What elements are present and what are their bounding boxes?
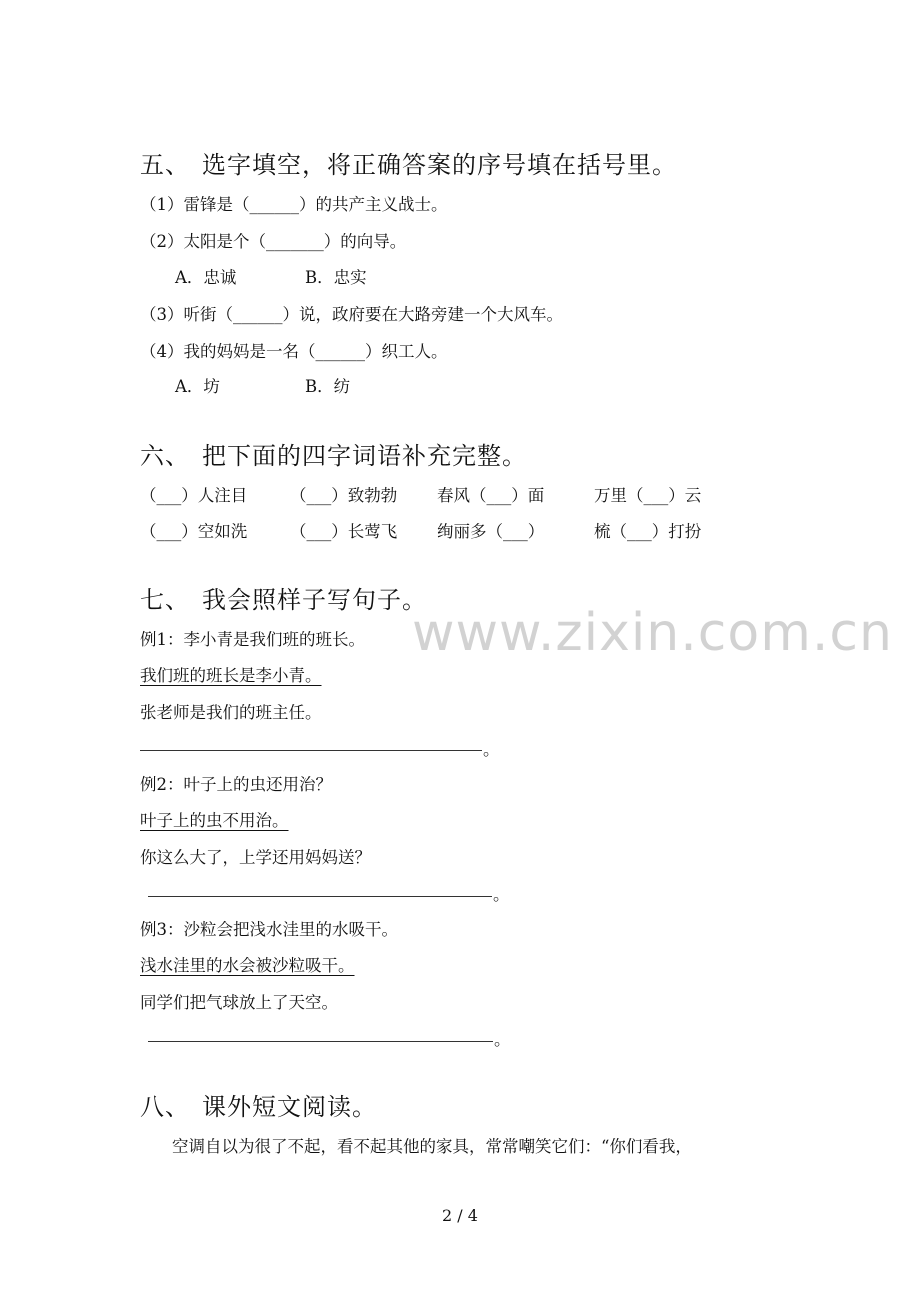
question-5-3: （3）听街（______）说，政府要在大路旁建一个大风车。 [140, 305, 563, 324]
option-a-1: A．忠诚 [175, 268, 237, 287]
section-8-title [140, 1087, 377, 1122]
example-3-answer: 浅水洼里的水会被沙粒吸干。 [140, 956, 355, 975]
section-8-title-text: 课外短文阅读。 [202, 1093, 377, 1121]
answer-line-2[interactable] [148, 896, 492, 897]
reading-paragraph: 空调自以为很了不起，看不起其他的家具，常常嘲笑它们：“你们看我， [172, 1137, 692, 1156]
section-5-number: 五、 [140, 151, 190, 179]
exercise-1: 张老师是我们的班主任。 [140, 703, 322, 722]
watermark: www.zixin.com.cn [412, 603, 893, 663]
idiom-1-3: 春风（___）面 [437, 486, 545, 505]
option-a-2: A．坊 [175, 377, 220, 396]
idiom-2-1: （___）空如洗 [140, 522, 248, 541]
page-number: 2 / 4 [442, 1206, 478, 1225]
idiom-2-3: 绚丽多（___） [437, 522, 545, 541]
example-2: 例2：叶子上的虫还用治？ [140, 775, 332, 794]
section-6-title-text: 把下面的四字词语补充完整。 [202, 442, 527, 470]
section-7-title [140, 580, 427, 615]
question-5-2: （2）太阳是个（_______）的向导。 [140, 232, 407, 251]
section-7-title-text: 我会照样子写句子。 [202, 586, 427, 614]
question-5-1: （1）雷锋是（______）的共产主义战士。 [140, 195, 448, 214]
example-1-answer: 我们班的班长是李小青。 [140, 666, 322, 685]
question-5-4: （4）我的妈妈是一名（______）织工人。 [140, 342, 448, 361]
idiom-2-2: （___）长莺飞 [290, 522, 398, 541]
section-6-number: 六、 [140, 442, 190, 470]
option-b-1: B．忠实 [305, 268, 367, 287]
example-2-answer: 叶子上的虫不用治。 [140, 811, 289, 830]
answer-line-1-period: 。 [483, 740, 500, 759]
idiom-1-4: 万里（___）云 [594, 486, 702, 505]
section-8-number: 八、 [140, 1093, 190, 1121]
option-b-2: B．纺 [305, 377, 351, 396]
exercise-2: 你这么大了，上学还用妈妈送？ [140, 848, 371, 867]
answer-line-2-period: 。 [493, 885, 510, 904]
exercise-3: 同学们把气球放上了天空。 [140, 993, 338, 1012]
example-3: 例3：沙粒会把浅水洼里的水吸干。 [140, 920, 398, 939]
section-5-title [140, 145, 677, 180]
idiom-2-4: 梳（___）打扮 [594, 522, 702, 541]
answer-line-3[interactable] [148, 1041, 493, 1042]
section-7-number: 七、 [140, 586, 190, 614]
answer-line-1[interactable] [140, 750, 482, 751]
idiom-1-2: （___）致勃勃 [290, 486, 398, 505]
section-6-title [140, 436, 527, 471]
answer-line-3-period: 。 [494, 1030, 511, 1049]
section-5-title-text: 选字填空，将正确答案的序号填在括号里。 [202, 151, 677, 179]
idiom-1-1: （___）人注目 [140, 486, 248, 505]
example-1: 例1：李小青是我们班的班长。 [140, 630, 365, 649]
